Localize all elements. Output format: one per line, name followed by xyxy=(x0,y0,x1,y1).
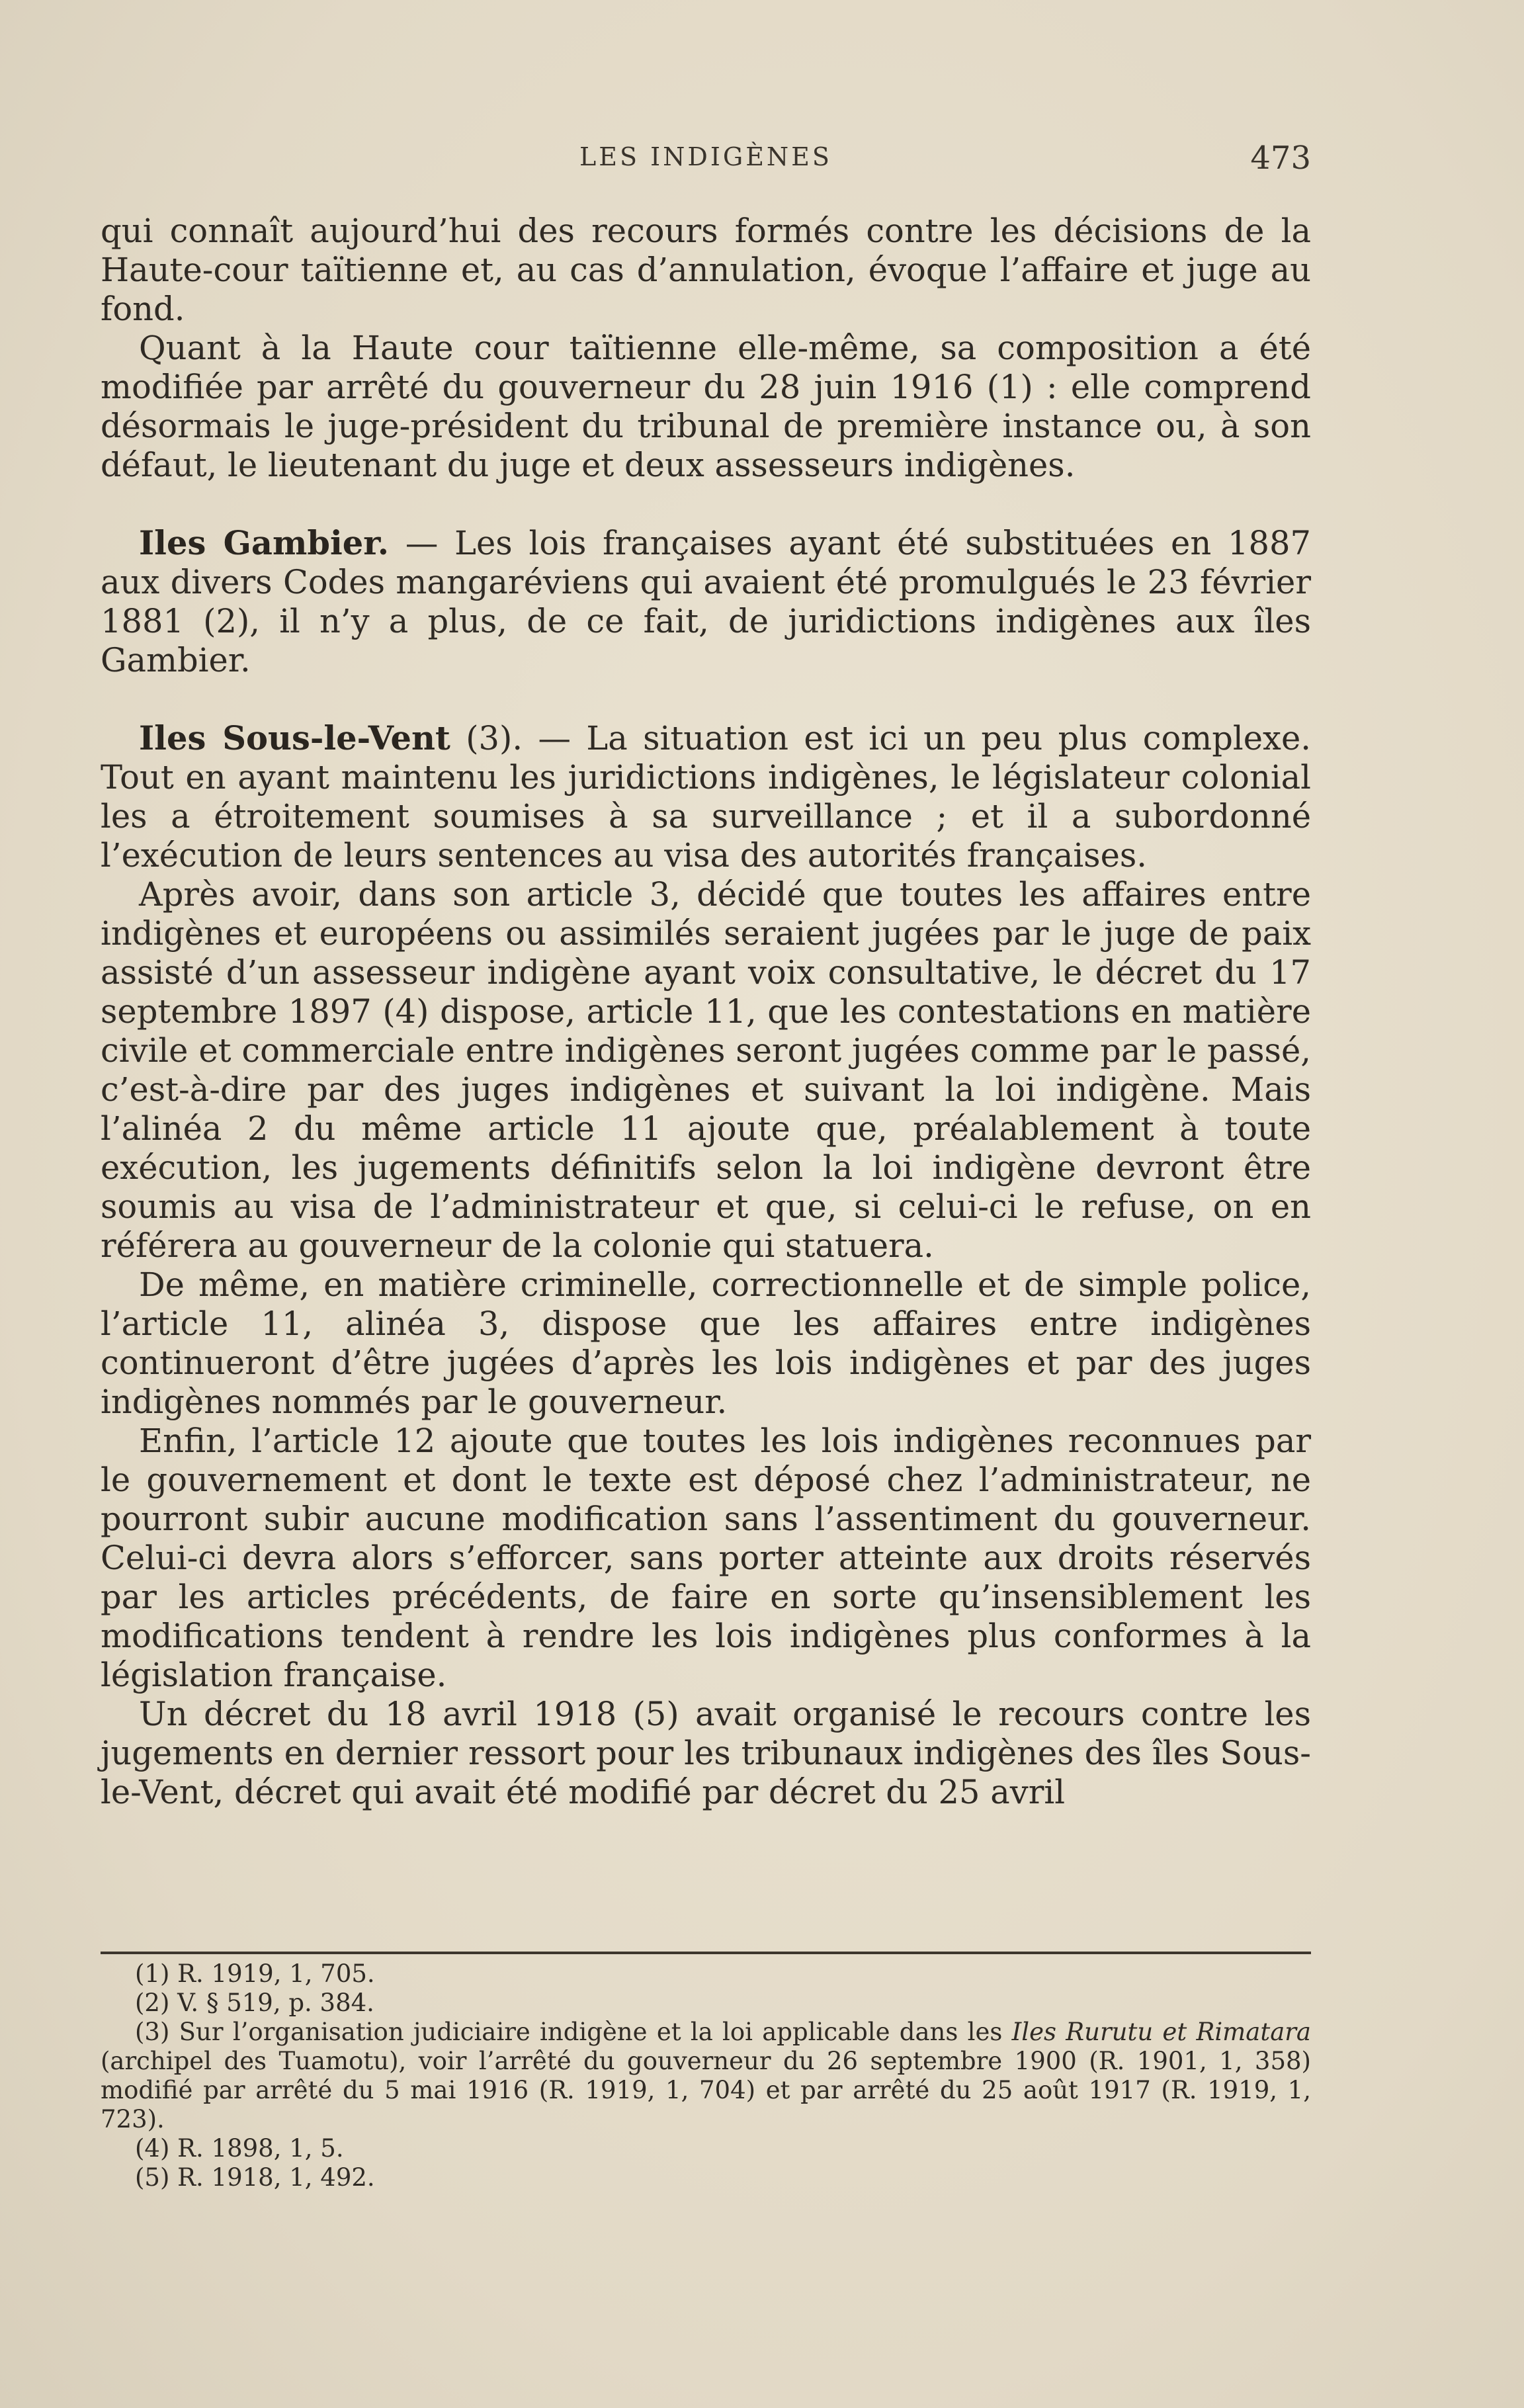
section-gambier xyxy=(101,524,1311,680)
footnote-text: (3) Sur l’organisation judiciaire indigène et la loi applicable dans les xyxy=(135,2018,1012,2046)
footnote: (5) R. 1918, 1, 492. xyxy=(135,2163,375,2192)
footnote: (2) V. § 519, p. 384. xyxy=(135,1989,374,2017)
paragraph: Enfin, l’article 12 ajoute que toutes les lois indigènes reconnues par le gouvernement et dont le texte est déposé chez l’administrateur, ne pourront subir aucune modification sans l’assentiment du gouverneur. Celui-ci devra alors s’efforcer, sans porter atteinte aux droits réservés par les articles précédents, de faire en sorte qu’insensiblement les modifications tendent à rendre les lois indigènes plus conformes à la législation française. xyxy=(101,1422,1311,1694)
footnotes xyxy=(101,1959,1311,2192)
section-heading: Iles Sous-le-Vent xyxy=(139,719,450,757)
page-header xyxy=(101,136,1311,182)
footnote-rule xyxy=(101,1952,1311,1954)
footnote-place-name: Rimatara xyxy=(1196,2018,1311,2046)
footnote xyxy=(101,2018,1311,2134)
section-heading: Iles Gambier. xyxy=(139,524,390,562)
footnote-place-name: Iles Rurutu xyxy=(1011,2018,1154,2046)
running-title: LES INDIGÈNES xyxy=(579,142,832,171)
paragraph: Un décret du 18 avril 1918 (5) avait organisé le recours contre les jugements en dernier ressort pour les tribunaux indigènes des îles Sous-le-Vent, décret qui avait été modifié par décret du 25 avril xyxy=(101,1695,1311,1811)
footnote: (1) R. 1919, 1, 705. xyxy=(135,1959,375,1988)
paragraph: qui connaît aujourd’hui des recours formés contre les décisions de la Haute-cour taïtienne et, au cas d’annulation, évoque l’affaire et juge au fond. xyxy=(101,212,1311,328)
paragraph: Quant à la Haute cour taïtienne elle-même, sa composition a été modifiée par arrêté du gouverneur du 28 juin 1916 (1) : elle comprend désormais le juge-président du tribunal de première instance ou, à son défaut, le lieutenant du juge et deux assesseurs indigènes. xyxy=(101,329,1311,484)
section-sous-le-vent xyxy=(101,719,1311,875)
section-text: — Les lois françaises ayant été substituées en 1887 aux divers Codes mangaréviens qui avaient été promulgués le 23 février 1881 (2), il n’y a plus, de ce fait, de juridictions indigènes aux îles Gambier. xyxy=(101,524,1311,679)
page-number: 473 xyxy=(1250,140,1311,177)
footnote: (4) R. 1898, 1, 5. xyxy=(135,2134,344,2163)
footnote-text: (archipel des Tuamotu), voir l’arrêté du gouverneur du 26 septembre 1900 (R. 1901, 1, 358) modifié par arrêté du 5 mai 1916 (R. 1919, 1, 704) et par arrêté du 25 août 1917 (R. 1919, 1, 723). xyxy=(101,2047,1311,2133)
paragraph: De même, en matière criminelle, correctionnelle et de simple police, l’article 11, alinéa 3, dispose que les affaires entre indigènes continueront d’être jugées d’après les lois indigènes et par des juges indigènes nommés par le gouverneur. xyxy=(101,1266,1311,1421)
paragraph: Après avoir, dans son article 3, décidé que toutes les affaires entre indigènes et européens ou assimilés seraient jugées par le juge de paix assisté d’un assesseur indigène ayant voix consultative, le décret du 17 septembre 1897 (4) dispose, article 11, que les contestations en matière civile et commerciale entre indigènes seront jugées comme par le passé, c’est-à-dire par des juges indigènes et suivant la loi indigène. Mais l’alinéa 2 du même article 11 ajoute que, préalablement à toute exécution, les jugements définitifs selon la loi indigène devront être soumis au visa de l’administrateur et que, si celui-ci le refuse, on en référera au gouverneur de la colonie qui statuera. xyxy=(101,875,1311,1265)
section-text: (3). — La situation est ici un peu plus complexe. Tout en ayant maintenu les juridictions indigènes, le législateur colonial les a étroitement soumises à sa surveillance ; et il a subordonné l’exécution de leurs sentences au visa des autorités françaises. xyxy=(101,719,1311,875)
footnote-conjunction: et xyxy=(1153,2018,1197,2046)
main-text xyxy=(101,212,1311,1812)
